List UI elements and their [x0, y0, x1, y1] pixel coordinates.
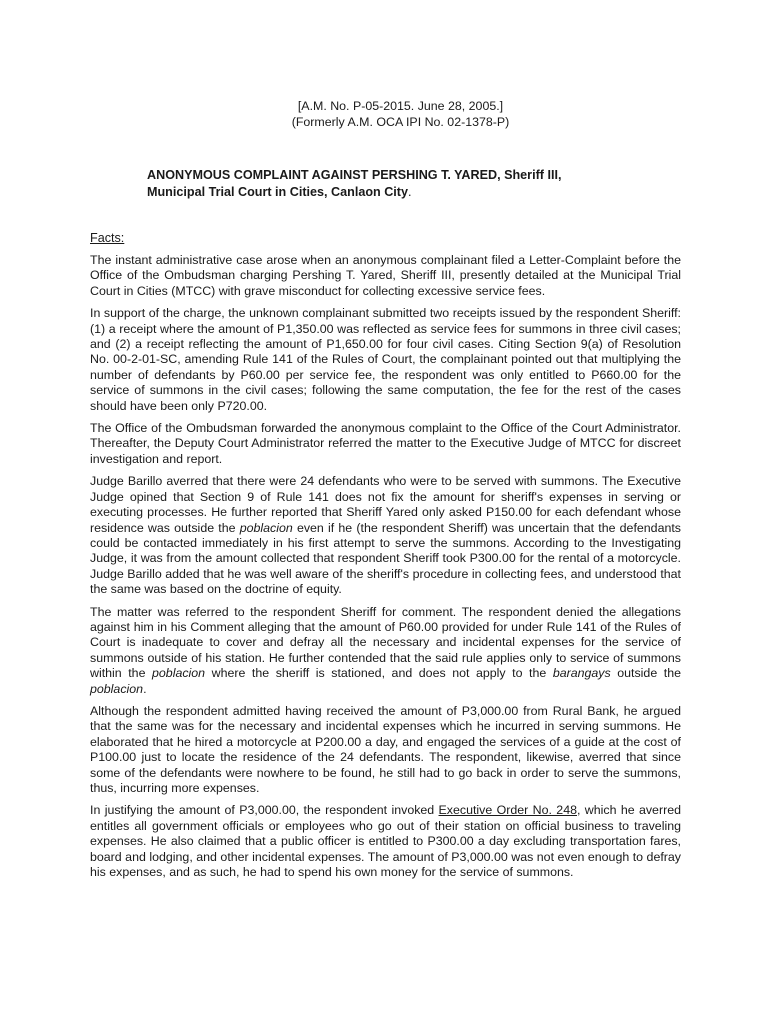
case-title-line-2 — [147, 184, 681, 201]
case-number: [A.M. No. P-05-2015. June 28, 2005.] — [297, 99, 504, 113]
court-name: Municipal Trial Court in Cities, Canlaon City — [147, 184, 409, 199]
facts-heading: Facts: — [90, 231, 125, 245]
paragraph-1: The instant administrative case arose when an anonymous complainant filed a Letter-Complaint before the Office of the Ombudsman charging Pershing T. Yared, Sheriff III, presently detailed at the Municipal Trial Court in Cities (MTCC) with grave misconduct for collecting excessive service fees. — [90, 253, 681, 298]
italic-term: barangays — [552, 666, 611, 681]
case-title-line-1: ANONYMOUS COMPLAINT AGAINST PERSHING T. YARED, Sheriff III, — [147, 168, 562, 182]
executive-order-link[interactable]: Executive Order No. 248 — [438, 803, 577, 818]
paragraph-4-text: even if he (the respondent Sheriff) was uncertain that the defendants could be contacted immediately in his first attempt to serve the summons. According to the Investigating Judge, it was from the amount collected that respondent Sheriff took P300.00 for the rental of a motorcycle. Judge Barillo added that he was well aware of the sheriff's procedure in collecting fees, and understood that the same was based on the doctrine of equity. — [90, 520, 681, 597]
paragraph-4 — [90, 474, 681, 597]
paragraph-7-text: In justifying the amount of P3,000.00, the respondent invoked — [90, 803, 439, 818]
italic-term: poblacion — [90, 681, 144, 696]
paragraph-5-text: . — [143, 681, 147, 696]
paragraph-3: The Office of the Ombudsman forwarded the anonymous complaint to the Office of the Court Administrator. Thereafter, the Deputy Court Administrator referred the matter to the Executive Judge of MTCC for discreet investigation and report. — [90, 421, 681, 466]
paragraph-7 — [90, 803, 681, 880]
former-case-number: (Formerly A.M. OCA IPI No. 02-1378-P) — [291, 115, 510, 129]
italic-term: poblacion — [239, 520, 293, 535]
paragraph-5-text: outside the — [610, 666, 681, 681]
paragraph-2: In support of the charge, the unknown complainant submitted two receipts issued by the respondent Sheriff: (1) a receipt where the amount of P1,350.00 was reflected as service fees for summons in three civil cases; and (2) a receipt reflecting the amount of P1,650.00 for four civil cases. Citing Section 9(a) of Resolution No. 00-2-01-SC, amending Rule 141 of the Rules of Court, the complainant pointed out that multiplying the number of defendants by P60.00 per service fee, the respondent was only entitled to P660.00 for the service of summons in the civil cases; following the same computation, the fee for the rest of the cases should have been only P720.00. — [90, 306, 681, 413]
paragraph-7-text: , which he averred entitles all government officials or employees who go out of their station on official business to traveling expenses. He also claimed that a public officer is entitled to P300.00 a day excluding transportation fares, board and lodging, and other incidental expenses. The amount of P3,000.00 was not even enough to defray his expenses, and as such, he had to spend his own money for the service of summons. — [90, 803, 681, 880]
case-header — [120, 98, 681, 130]
paragraph-6: Although the respondent admitted having received the amount of P3,000.00 from Rural Bank, he argued that the same was for the necessary and incidental expenses which he incurred in serving summons. He elaborated that he hired a motorcycle at P200.00 a day, and engaged the services of a guide at the cost of P100.00 just to locate the residence of the 24 defendants. The respondent, likewise, averred that since some of the defendants were nowhere to be found, he still had to go back in order to serve the summons, thus, incurring more expenses. — [90, 703, 681, 795]
case-title — [147, 167, 681, 200]
paragraph-4-text: Judge Barillo averred that there were 24 defendants who were to be served with summons. The Executive Judge opined that Section 9 of Rule 141 does not fix the amount for sheriff's expenses in serving or executing processes. He further reported that Sheriff Yared only asked P150.00 for each defendant whose residence was outside the — [90, 474, 681, 535]
paragraph-5-text: where the sheriff is stationed, and does not apply to the — [205, 666, 553, 681]
title-period: . — [408, 184, 412, 199]
italic-term: poblacion — [152, 666, 206, 681]
paragraph-5-text: The matter was referred to the respondent Sheriff for comment. The respondent denied the allegations against him in his Comment alleging that the amount of P60.00 provided for under Rule 141 of the Rules of Court is inadequate to cover and defray all the necessary and incidental expenses for the service of summons outside of his station. He further contended that the said rule applies only to service of summons within the — [90, 604, 681, 681]
paragraph-5 — [90, 605, 681, 697]
